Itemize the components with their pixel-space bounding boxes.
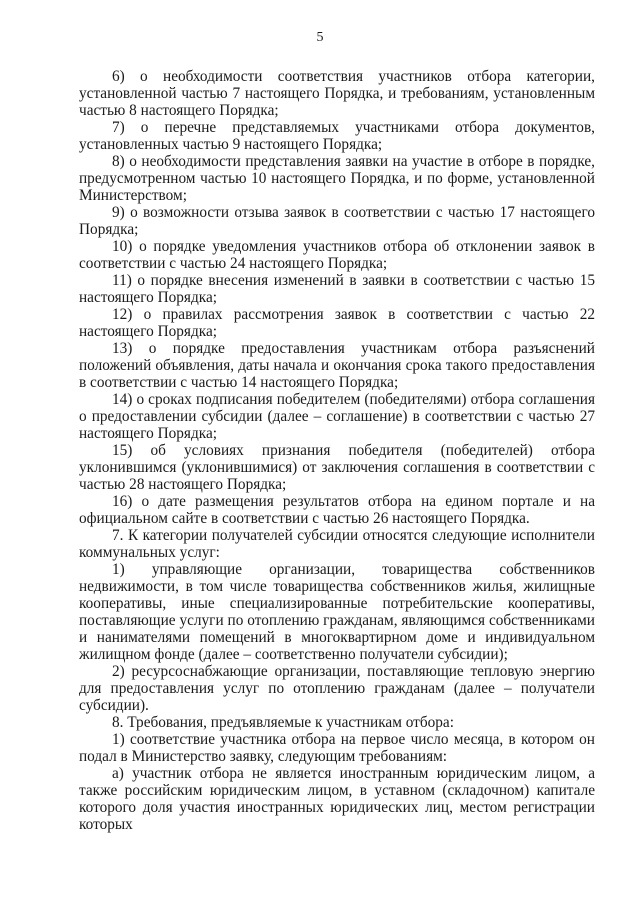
paragraph-item-16: 16) о дате размещения результатов отбора на едином портале и на официальном сайте в соответствии с частью 26 настоящего Порядка. — [79, 493, 595, 527]
paragraph-item-9: 9) о возможности отзыва заявок в соответствии с частью 17 настоящего Порядка; — [79, 204, 595, 238]
paragraph-item-13: 13) о порядке предоставления участникам отбора разъяснений положений объявления, даты начала и окончания срока такого предоставления в соответствии с частью 14 настоящего Порядка; — [79, 340, 595, 391]
page-number: 5 — [316, 30, 324, 45]
paragraph-item-8: 8) о необходимости представления заявки на участие в отборе в порядке, предусмотренном частью 10 настоящего Порядка, и по форме, установленной Министерством; — [79, 153, 595, 204]
paragraph-section-7: 7. К категории получателей субсидии относятся следующие исполнители коммунальных услуг: — [79, 527, 595, 561]
document-body — [79, 68, 595, 833]
paragraph-recipient-1: 1) управляющие организации, товарищества собственников недвижимости, в том числе товарищества собственников жилья, жилищные кооперативы, иные специализированные потребительские кооперативы, поставляющие услуги по отоплению гражданам, являющимся собственниками и нанимателями помещений в многоквартирном доме и индивидуальном жилищном фонде (далее – соответственно получатели субсидии); — [79, 561, 595, 663]
paragraph-requirement-a: а) участник отбора не является иностранным юридическим лицом, а также российским юридическим лицом, в уставном (складочном) капитале которого доля участия иностранных юридических лиц, местом регистрации которых — [79, 765, 595, 833]
paragraph-section-8: 8. Требования, предъявляемые к участникам отбора: — [112, 714, 454, 731]
paragraph-item-11: 11) о порядке внесения изменений в заявки в соответствии с частью 15 настоящего Порядка; — [79, 272, 595, 306]
paragraph-item-6: 6) о необходимости соответствия участников отбора категории, установленной частью 7 настоящего Порядка, и требованиям, установленным частью 8 настоящего Порядка; — [79, 68, 595, 119]
paragraph-item-14: 14) о сроках подписания победителем (победителями) отбора соглашения о предоставлении субсидии (далее – соглашение) в соответствии с частью 27 настоящего Порядка; — [79, 391, 595, 442]
paragraph-item-15: 15) об условиях признания победителя (победителей) отбора уклонившимся (уклонившимися) от заключения соглашения в соответствии с частью 28 настоящего Порядка; — [79, 442, 595, 493]
paragraph-item-7: 7) о перечне представляемых участниками отбора документов, установленных частью 9 настоящего Порядка; — [79, 119, 595, 153]
paragraph-item-12: 12) о правилах рассмотрения заявок в соответствии с частью 22 настоящего Порядка; — [79, 306, 595, 340]
paragraph-recipient-2: 2) ресурсоснабжающие организации, поставляющие тепловую энергию для предоставления услуг по отоплению гражданам (далее – получатели субсидии). — [79, 663, 595, 714]
paragraph-requirement-1: 1) соответствие участника отбора на первое число месяца, в котором он подал в Министерство заявку, следующим требованиям: — [79, 731, 595, 765]
paragraph-item-10: 10) о порядке уведомления участников отбора об отклонении заявок в соответствии с частью 24 настоящего Порядка; — [79, 238, 595, 272]
